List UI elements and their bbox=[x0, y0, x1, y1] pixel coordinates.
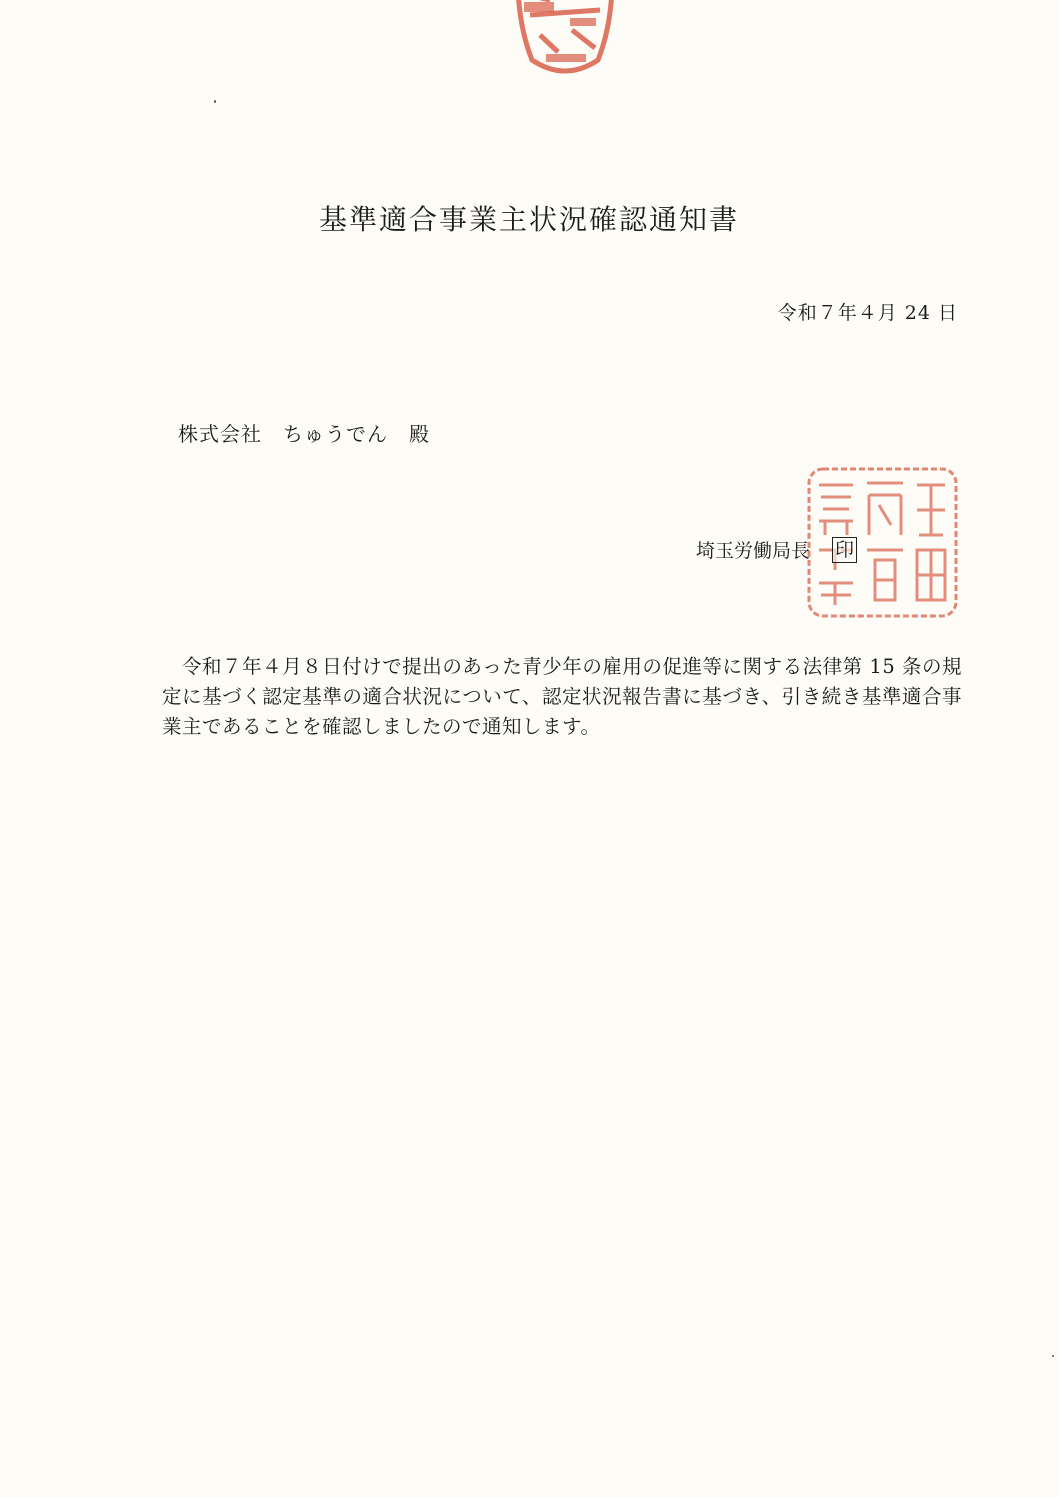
seal-mark: 印 bbox=[832, 537, 857, 563]
paper-speck bbox=[214, 100, 216, 103]
sender-line bbox=[696, 536, 857, 563]
top-seal-stamp bbox=[510, 0, 620, 85]
paper-speck bbox=[1052, 1355, 1054, 1357]
notice-body: 令和７年４月８日付けで提出のあった青少年の雇用の促進等に関する法律第 15 条の規定に基づく認定基準の適合状況について、認定状況報告書に基づき、引き続き基準適合事業主であることを確認しましたので通知します。 bbox=[162, 655, 962, 738]
sender-name: 埼玉労働局長 bbox=[696, 540, 811, 562]
recipient-name: 株式会社 ちゅうでん 殿 bbox=[178, 422, 430, 446]
document-title: 基準適合事業主状況確認通知書 bbox=[318, 203, 739, 236]
issue-date: 令和７年４月 24 日 bbox=[777, 302, 958, 324]
